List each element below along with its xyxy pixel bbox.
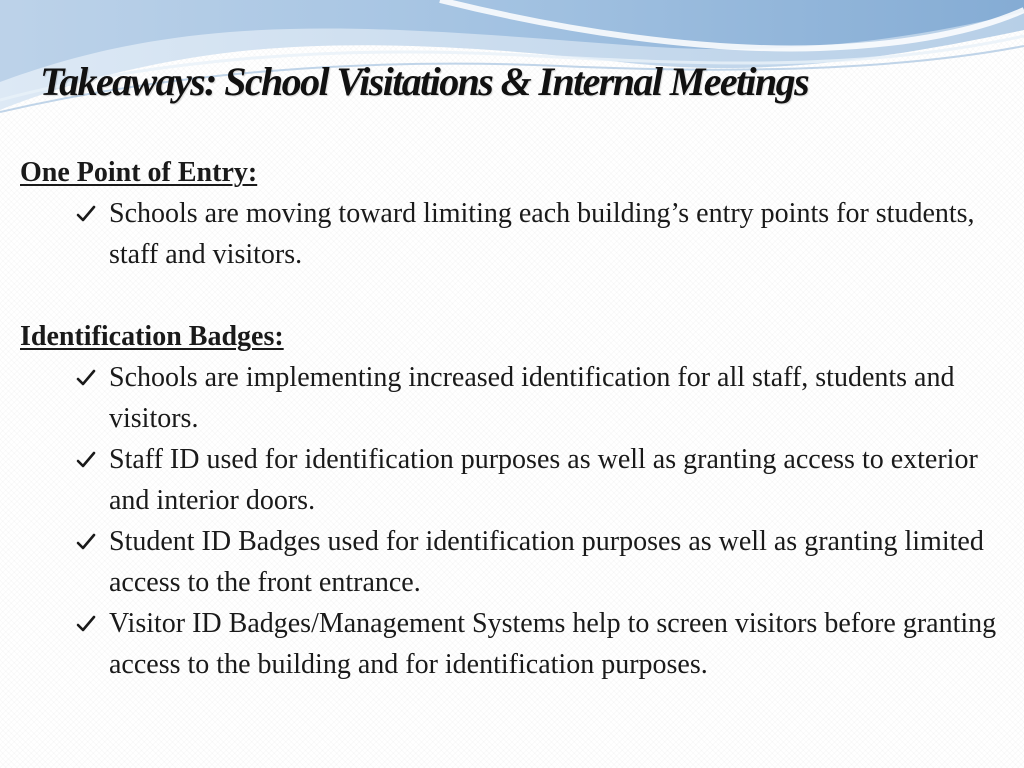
bullet-text: Visitor ID Badges/Management Systems help to screen visitors before granting access to the building and for identification purposes. <box>109 608 997 680</box>
bullet-text: Schools are moving toward limiting each building’s entry points for students, staff and visitors. <box>109 198 975 270</box>
bullet-text: Student ID Badges used for identification purposes as well as granting limited access to the front entrance. <box>109 526 984 598</box>
bullet-list <box>20 193 1010 275</box>
checkmark-icon <box>76 533 96 551</box>
checkmark-icon <box>76 369 96 387</box>
bullet-item <box>20 521 1010 603</box>
section-heading: Identification Badges: <box>20 321 284 352</box>
bullet-text: Schools are implementing increased identification for all staff, students and visitors. <box>109 362 955 434</box>
slide-content <box>20 152 1010 685</box>
bullet-text: Staff ID used for identification purposes as well as granting access to exterior and interior doors. <box>109 444 978 516</box>
section-one-point-of-entry <box>20 152 1010 275</box>
bullet-item <box>20 439 1010 521</box>
checkmark-icon <box>76 615 96 633</box>
section-heading: One Point of Entry: <box>20 157 258 188</box>
section-identification-badges <box>20 316 1010 685</box>
bullet-item <box>20 357 1010 439</box>
bullet-item <box>20 193 1010 275</box>
bullet-item <box>20 603 1010 685</box>
bullet-list <box>20 357 1010 685</box>
checkmark-icon <box>76 451 96 469</box>
slide-title: Takeaways: School Visitations & Internal Meetings <box>40 59 809 104</box>
checkmark-icon <box>76 205 96 223</box>
